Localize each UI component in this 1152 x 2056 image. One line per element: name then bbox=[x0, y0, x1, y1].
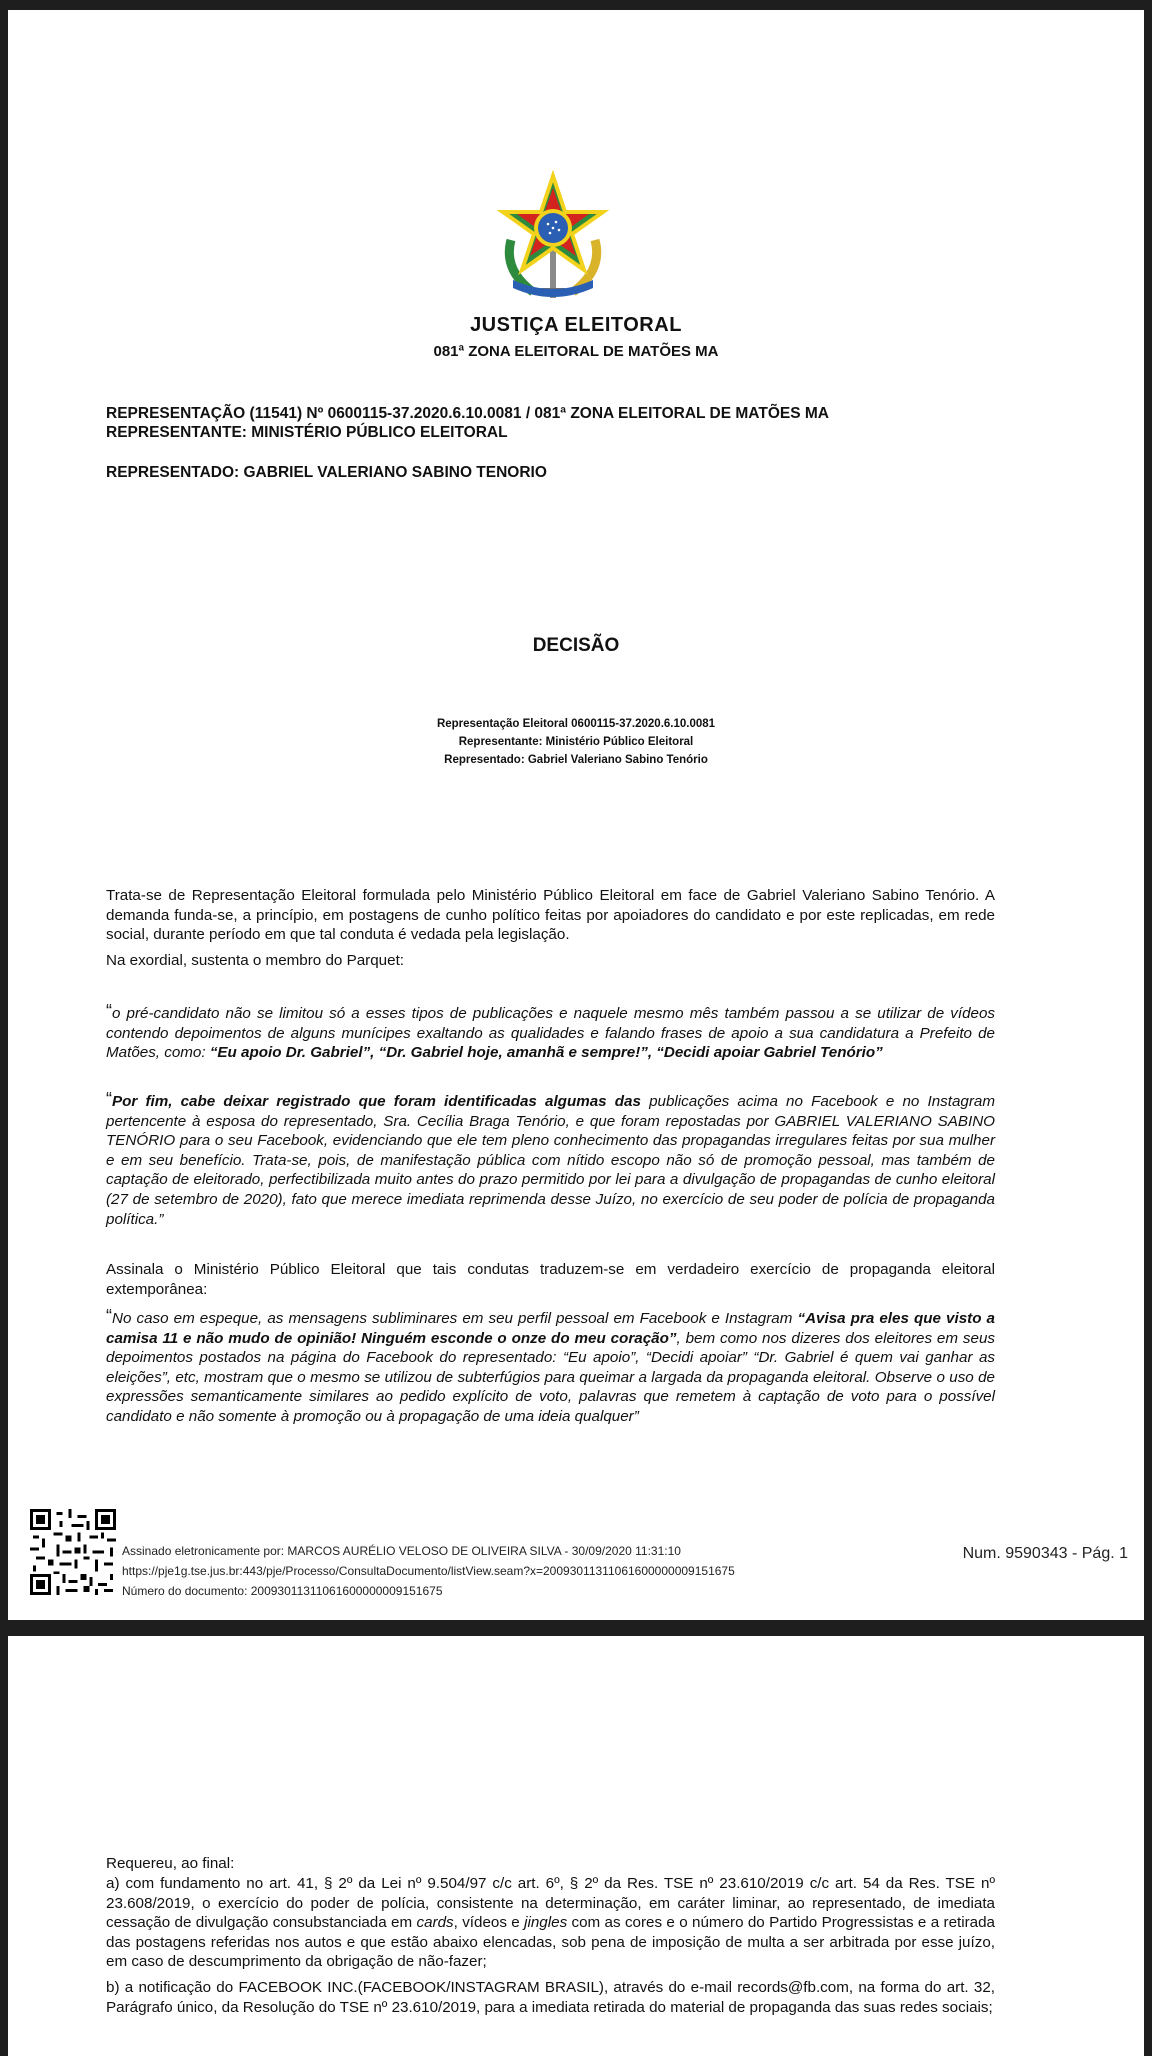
case-representacao: REPRESENTAÇÃO (11541) Nº 0600115-37.2020.6.10.0081 / 081ª ZONA ELEITORAL DE MATÕES MA bbox=[106, 405, 829, 422]
case-representante: REPRESENTANTE: MINISTÉRIO PÚBLICO ELEITORAL bbox=[106, 424, 508, 441]
quote-1-text: o pré-candidato não se limitou só a esses tipos de publicações e naquele mesmo mês também passou a se utilizar de vídeos contendo depoimentos de alguns munícipes exaltando as qualidades e falando frases de apoio a sua candidatura a Prefeito de Matões, como: bbox=[106, 1005, 995, 1062]
open-quote-mark: “ bbox=[106, 1089, 112, 1109]
document-page-2 bbox=[8, 1636, 1144, 2056]
brazil-coat-of-arms-emblem bbox=[493, 170, 613, 302]
decision-caption-line-3: Representado: Gabriel Valeriano Sabino Tenório bbox=[444, 754, 708, 766]
quote-3-text-a: No caso em espeque, as mensagens subliminares em seu perfil pessoal em Facebook e Instagram bbox=[112, 1310, 798, 1327]
court-title: JUSTIÇA ELEITORAL bbox=[470, 314, 682, 336]
quote-paragraph-3 bbox=[106, 1306, 995, 1427]
page-number: Num. 9590343 - Pág. 1 bbox=[962, 1545, 1128, 1562]
quote-2-bold: Por fim, cabe deixar registrado que foram identificadas algumas das bbox=[112, 1093, 641, 1110]
quote-3-text-b: , bem como nos dizeres dos eleitores em seus depoimentos postados na página do Facebook do representado: “Eu apoio”, “Decidi apoiar” “Dr. Gabriel é quem vai ganhar as eleições”, etc, mostram que o mesmo se utilizou de subterfúgios para queimar a largada da propaganda eleitoral. Observe o uso de expressões semanticamente similares ao pedido explícito de voto, palavras que remetem à captação de voto para o possível candidato e não somente à promoção ou à propagação de uma ideia qualquer” bbox=[106, 1329, 995, 1425]
qr-code-icon bbox=[30, 1509, 116, 1595]
requereu-paragraph: Requereu, ao final: bbox=[106, 1855, 235, 1872]
decision-title: DECISÃO bbox=[532, 635, 620, 656]
quote-3-bold: “Avisa pra eles que visto a camisa 11 e não mudo de opinião! Ninguém esconde o onze do meu coração” bbox=[106, 1310, 995, 1347]
court-subtitle: 081ª ZONA ELEITORAL DE MATÕES MA bbox=[433, 343, 719, 360]
decision-caption-line-1: Representação Eleitoral 0600115-37.2020.6.10.0081 bbox=[436, 718, 716, 730]
case-representado: REPRESENTADO: GABRIEL VALERIANO SABINO TENORIO bbox=[106, 464, 547, 481]
quote-2-text: publicações acima no Facebook e no Instagram pertencente à esposa do representado, Sra. Cecília Braga Tenório, e que foram repostadas por GABRIEL VALERIANO SABINO TENÓRIO para o seu Facebook, evidenciando que ele tem pleno conhecimento das propagandas irregulares feitas por sua mulher e em seu benefício. Trata-se, pois, de manifestação pública com nítido escopo não só de promoção pessoal, mas também de captação de eleitorado, perfectibilizada muito antes do prazo permitido por lei para a divulgação de propagandas de cunho eleitoral (27 de setembro de 2020), fato que merece imediata reprimenda desse Juízo, no exercício de seu poder de polícia de propaganda política.” bbox=[106, 1093, 996, 1228]
quote-paragraph-2 bbox=[106, 1089, 996, 1229]
assinala-paragraph: Assinala o Ministério Público Eleitoral que tais condutas traduzem-se em verdadeiro exercício de propaganda eleitoral extemporânea: bbox=[106, 1261, 995, 1298]
request-item-a-text-1: a) com fundamento no art. 41, § 2º da Lei nº 9.504/97 c/c art. 6º, § 2º da Res. TSE nº 23.610/2019 c/c art. 54 da Res. TSE nº 23.608/2019, o exercício do poder de polícia, consistente na determinação, em caráter liminar, ao representado, de imediata cessação de divulgação consubstanciada em bbox=[106, 1875, 995, 1932]
request-item-a-text-2: , vídeos e bbox=[453, 1914, 525, 1932]
document-page-1 bbox=[8, 10, 1144, 1620]
request-item-a-cards: cards bbox=[416, 1914, 454, 1932]
footer-document-number: Número do documento: 20093011311061600000009151675 bbox=[122, 1584, 443, 1598]
intro-paragraph: Trata-se de Representação Eleitoral formulada pelo Ministério Público Eleitoral em face de Gabriel Valeriano Sabino Tenório. A demanda funda-se, a princípio, em postagens de cunho político feitas por apoiadores do candidato e por este replicadas, em rede social, durante período em que tal conduta é vedada pela legislação. bbox=[106, 887, 995, 944]
request-item-a bbox=[106, 1874, 995, 1972]
open-quote-mark: “ bbox=[106, 1306, 112, 1326]
quote-1-bold: “Eu apoio Dr. Gabriel”, “Dr. Gabriel hoje, amanhã e sempre!”, “Decidi apoiar Gabriel Tenório” bbox=[209, 1044, 883, 1062]
quote-paragraph-1 bbox=[106, 1001, 995, 1063]
decision-caption-line-2: Representante: Ministério Público Eleitoral bbox=[458, 736, 694, 748]
request-item-a-text-3: com as cores e o número do Partido Progressistas e a retirada das postagens referidas nos autos e que estão abaixo elencadas, sob pena de imposição de multa a ser arbitrada por esse juízo, em caso de descumprimento da obrigação de não-fazer; bbox=[106, 1914, 996, 1971]
request-item-b: b) a notificação do FACEBOOK INC.(FACEBOOK/INSTAGRAM BRASIL), através do e-mail records@fb.com, na forma do art. 32, Parágrafo único, da Resolução do TSE nº 23.610/2019, para a imediata retirada do material de propaganda das suas redes sociais; bbox=[106, 1979, 995, 2016]
open-quote-mark: “ bbox=[106, 1001, 112, 1021]
footer-url[interactable]: https://pje1g.tse.jus.br:443/pje/Processo/ConsultaDocumento/listView.seam?x=20093011311061600000009151675 bbox=[122, 1564, 735, 1578]
exordial-paragraph: Na exordial, sustenta o membro do Parquet: bbox=[106, 952, 405, 969]
request-item-a-jingles: jingles bbox=[524, 1914, 568, 1932]
footer-signature: Assinado eletronicamente por: MARCOS AURÉLIO VELOSO DE OLIVEIRA SILVA - 30/09/2020 11:31:10 bbox=[122, 1544, 681, 1558]
